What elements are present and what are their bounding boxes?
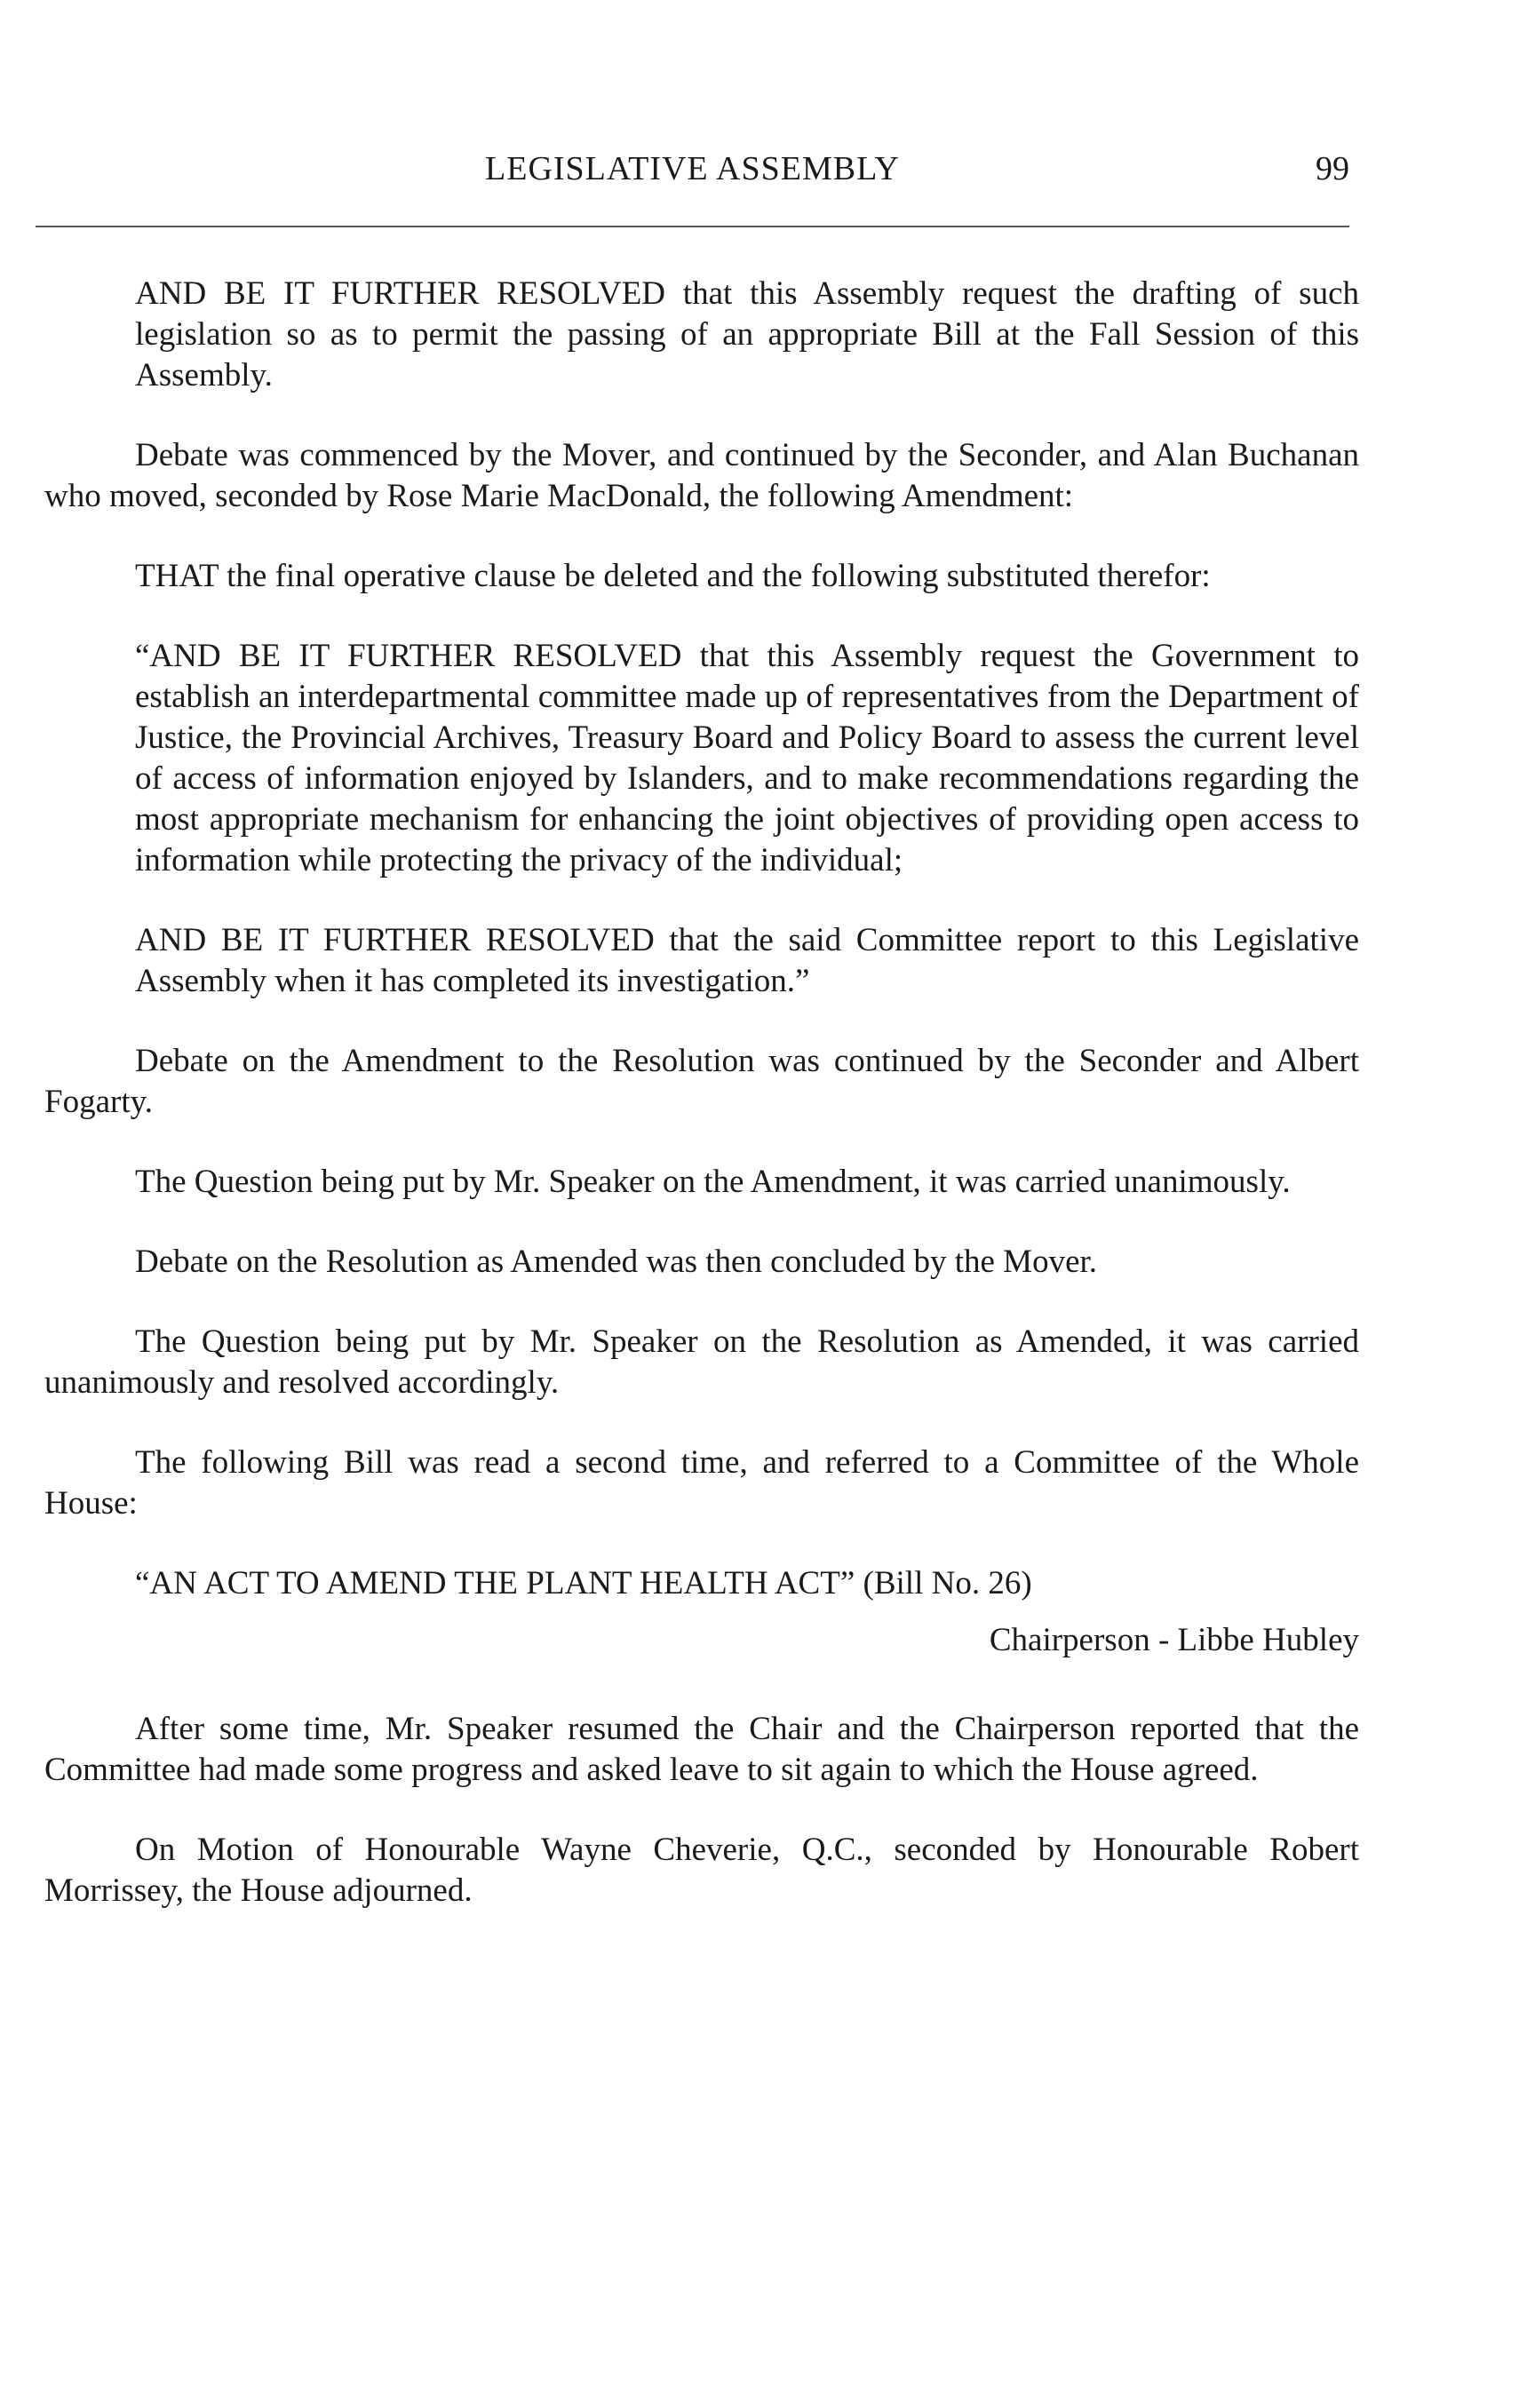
amendment-quote-continued: AND BE IT FURTHER RESOLVED that the said Committee report to this Legislative Assembly when it has completed its investigation.” [135,922,1359,999]
bill-title: “AN ACT TO AMEND THE PLANT HEALTH ACT” (Bill No. 26) [135,1565,1032,1601]
committee-report-paragraph: After some time, Mr. Speaker resumed the Chair and the Chairperson reported that the Committee had made some progress and asked leave to sit again to which the House agreed. [44,1711,1359,1788]
bill-paragraph: The following Bill was read a second time, and referred to a Committee of the Whole House: [44,1444,1359,1522]
debate-paragraph: Debate on the Resolution as Amended was then concluded by the Mover. [135,1244,1098,1280]
page-number: 99 [1316,150,1349,187]
question-paragraph: The Question being put by Mr. Speaker on the Resolution as Amended, it was carried unanimously and resolved accordingly. [44,1323,1359,1401]
debate-paragraph: Debate on the Amendment to the Resolution was continued by the Seconder and Albert Fogarty. [44,1043,1359,1120]
amendment-clause: THAT the final operative clause be deleted and the following substituted therefor: [135,558,1211,594]
page-header [36,149,1349,203]
amendment-quote: “AND BE IT FURTHER RESOLVED that this Assembly request the Government to establish an interdepartmental committee made up of representatives from the Department of Justice, the Provincial Archives, Treasury Board and Policy Board to assess the current level of access of information enjoyed by Islanders, and to make recommendations regarding the most appropriate mechanism for enhancing the joint objectives of providing open access to information while protecting the privacy of the individual; [135,638,1359,878]
document-body [44,274,1359,1951]
debate-paragraph: Debate was commenced by the Mover, and continued by the Seconder, and Alan Buchanan who moved, seconded by Rose Marie MacDonald, the following Amendment: [44,437,1359,514]
adjournment-paragraph: On Motion of Honourable Wayne Cheverie, Q.C., seconded by Honourable Robert Morrissey, the House adjourned. [44,1832,1359,1909]
question-paragraph: The Question being put by Mr. Speaker on the Amendment, it was carried unanimously. [135,1164,1291,1200]
resolution-clause: AND BE IT FURTHER RESOLVED that this Assembly request the drafting of such legislation so as to permit the passing of an appropriate Bill at the Fall Session of this Assembly. [135,275,1359,393]
running-title: LEGISLATIVE ASSEMBLY [485,150,900,187]
chairperson-line: Chairperson - Libbe Hubley [989,1622,1359,1658]
header-rule [36,226,1349,227]
